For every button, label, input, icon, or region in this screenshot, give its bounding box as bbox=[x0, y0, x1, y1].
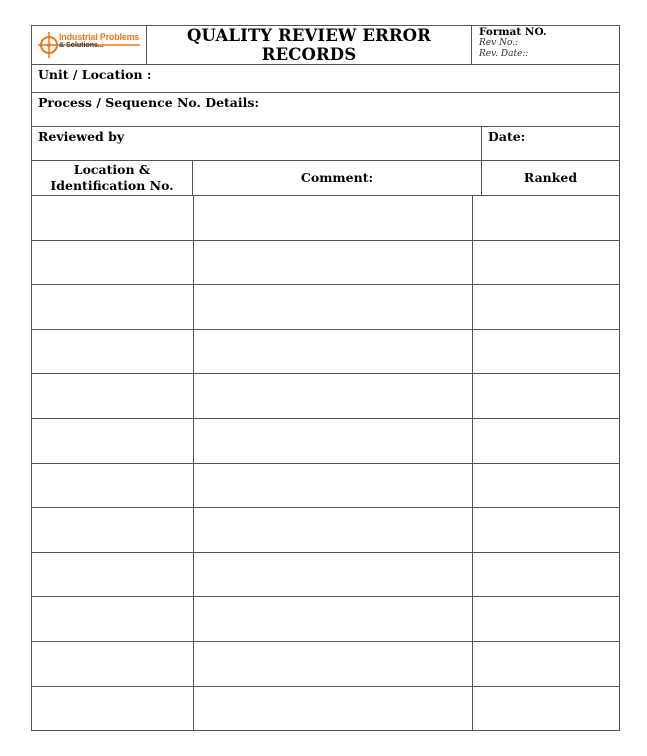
header-row bbox=[32, 26, 620, 65]
location-cell[interactable] bbox=[32, 686, 194, 731]
table-row bbox=[32, 240, 620, 285]
comment-cell[interactable] bbox=[194, 285, 473, 330]
comment-cell[interactable] bbox=[194, 329, 473, 374]
process-details-field[interactable]: Process / Sequence No. Details: bbox=[32, 93, 620, 127]
unit-location-field[interactable]: Unit / Location : bbox=[32, 65, 620, 93]
table-row bbox=[32, 418, 620, 463]
ranked-cell[interactable] bbox=[473, 686, 620, 731]
ranked-cell[interactable] bbox=[473, 508, 620, 553]
table-row bbox=[32, 597, 620, 642]
ranked-cell[interactable] bbox=[473, 240, 620, 285]
logo-cell bbox=[32, 26, 147, 65]
rev-no-label: Rev No.: bbox=[479, 38, 519, 48]
page-title: QUALITY REVIEW ERROR RECORDS bbox=[147, 26, 472, 65]
comment-cell[interactable] bbox=[194, 240, 473, 285]
table-row bbox=[32, 508, 620, 553]
comment-cell[interactable] bbox=[194, 508, 473, 553]
table-row bbox=[32, 285, 620, 330]
rev-date-label: Rev. Date:: bbox=[479, 49, 529, 59]
table-row bbox=[32, 374, 620, 419]
comment-cell[interactable] bbox=[194, 686, 473, 731]
location-cell[interactable] bbox=[32, 374, 194, 419]
location-cell[interactable] bbox=[32, 329, 194, 374]
records-table bbox=[31, 195, 620, 731]
comment-cell[interactable] bbox=[194, 196, 473, 241]
ranked-cell[interactable] bbox=[473, 374, 620, 419]
quality-review-error-records-form bbox=[31, 25, 620, 196]
location-cell[interactable] bbox=[32, 418, 194, 463]
records-table-body bbox=[32, 196, 620, 731]
comment-cell[interactable] bbox=[194, 641, 473, 686]
company-logo bbox=[36, 28, 144, 62]
date-field[interactable]: Date: bbox=[482, 127, 620, 161]
column-header-location-label: Location & Identification No. bbox=[50, 162, 174, 193]
location-cell[interactable] bbox=[32, 552, 194, 597]
ranked-cell[interactable] bbox=[473, 597, 620, 642]
format-info bbox=[472, 26, 620, 65]
column-header-comment: Comment: bbox=[193, 161, 482, 196]
reviewed-by-row bbox=[32, 127, 620, 161]
ranked-cell[interactable] bbox=[473, 285, 620, 330]
table-row bbox=[32, 641, 620, 686]
unit-location-row bbox=[32, 65, 620, 93]
ranked-cell[interactable] bbox=[473, 641, 620, 686]
location-cell[interactable] bbox=[32, 597, 194, 642]
location-cell[interactable] bbox=[32, 641, 194, 686]
comment-cell[interactable] bbox=[194, 463, 473, 508]
comment-cell[interactable] bbox=[194, 552, 473, 597]
process-details-row bbox=[32, 93, 620, 127]
column-header-row bbox=[32, 161, 620, 196]
comment-cell[interactable] bbox=[194, 597, 473, 642]
table-row bbox=[32, 329, 620, 374]
logo-text-line2: & Solutions... bbox=[59, 42, 104, 49]
ranked-cell[interactable] bbox=[473, 418, 620, 463]
column-header-ranked: Ranked bbox=[482, 161, 620, 196]
reviewed-by-field[interactable]: Reviewed by bbox=[32, 127, 482, 161]
logo-text-line1: Industrial Problems bbox=[59, 32, 140, 42]
format-no-label: Format NO. bbox=[479, 26, 547, 38]
table-row bbox=[32, 552, 620, 597]
table-row bbox=[32, 686, 620, 731]
ranked-cell[interactable] bbox=[473, 329, 620, 374]
location-cell[interactable] bbox=[32, 196, 194, 241]
ranked-cell[interactable] bbox=[473, 552, 620, 597]
column-header-location bbox=[32, 161, 193, 196]
ranked-cell[interactable] bbox=[473, 196, 620, 241]
location-cell[interactable] bbox=[32, 508, 194, 553]
location-cell[interactable] bbox=[32, 240, 194, 285]
ranked-cell[interactable] bbox=[473, 463, 620, 508]
comment-cell[interactable] bbox=[194, 374, 473, 419]
location-cell[interactable] bbox=[32, 463, 194, 508]
table-row bbox=[32, 196, 620, 241]
table-row bbox=[32, 463, 620, 508]
comment-cell[interactable] bbox=[194, 418, 473, 463]
location-cell[interactable] bbox=[32, 285, 194, 330]
